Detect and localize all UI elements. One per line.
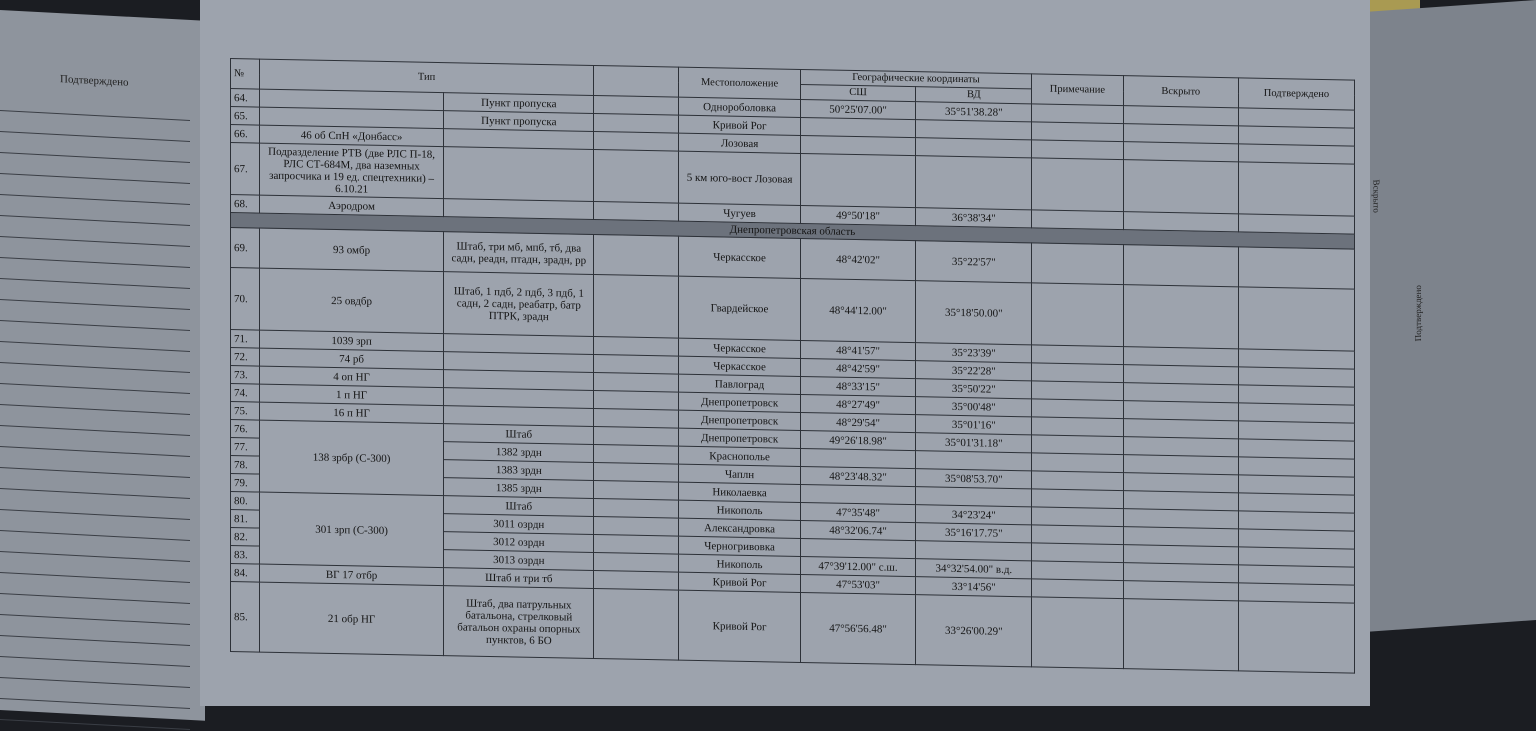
table-cell-loc: Лозовая <box>679 133 800 153</box>
table-cell-loc: Кривой Рог <box>679 590 800 662</box>
table-cell-lat: 48°44'12.00" <box>800 278 916 342</box>
col-num: № <box>231 59 260 90</box>
table-cell-loc: Никополь <box>679 500 800 520</box>
table-cell-lat: 48°23'48.32" <box>800 466 916 486</box>
table-cell-empty <box>594 113 679 133</box>
table-cell-n: 79. <box>231 474 260 493</box>
table-cell-opened <box>1123 563 1238 583</box>
table-cell-note <box>1032 453 1123 473</box>
table-cell-lat: 48°42'59" <box>800 358 916 378</box>
table-cell-confirmed <box>1238 162 1354 216</box>
table-cell-unit: 93 омбр <box>259 228 444 272</box>
col-empty <box>594 65 679 97</box>
table-cell-lat: 49°50'18" <box>800 205 916 225</box>
table-cell-opened <box>1123 124 1238 144</box>
table-cell-loc: Кривой Рог <box>679 115 800 135</box>
table-cell-empty <box>594 588 679 660</box>
table-cell-unit: 74 рб <box>259 348 444 370</box>
table-cell-confirmed <box>1238 126 1354 146</box>
table-cell-opened <box>1123 509 1238 529</box>
table-cell-note <box>1032 435 1123 455</box>
table-cell-n: 69. <box>231 228 260 269</box>
table-cell-lon: 34°23'24" <box>916 505 1032 525</box>
table-cell-type: Штаб, 1 пдб, 2 пдб, 3 пдб, 1 садн, 2 садн, реабатр, батр ПТРК, зрадн <box>444 272 594 337</box>
table-cell-lon <box>916 138 1032 158</box>
table-cell-empty <box>594 426 679 446</box>
table-cell-opened <box>1123 383 1238 403</box>
table-cell-type: 1382 зрдн <box>444 442 594 463</box>
table-cell-lat: 48°42'02" <box>800 238 916 280</box>
table-cell-opened <box>1123 106 1238 126</box>
table-cell-lat: 50°25'07.00" <box>800 99 916 119</box>
table-cell-lat: 47°53'03" <box>800 574 916 594</box>
table-cell-lat: 48°29'54" <box>800 412 916 432</box>
table-cell-type: Пункт пропуска <box>444 111 594 132</box>
table-cell-empty <box>594 234 679 276</box>
table-cell-lat: 48°41'57" <box>800 340 916 360</box>
table-cell-loc: Днепропетровск <box>679 428 800 448</box>
table-cell-lon: 35°01'31.18" <box>916 433 1032 453</box>
table-cell-lat: 47°35'48" <box>800 502 916 522</box>
left-page <box>0 10 205 721</box>
table-cell-lat <box>800 117 916 137</box>
table-cell-n: 68. <box>231 195 260 214</box>
table-cell-n: 65. <box>231 107 260 126</box>
table-cell-empty <box>594 354 679 374</box>
table-cell-confirmed <box>1238 144 1354 164</box>
table-cell-lon: 35°51'38.28" <box>916 102 1032 122</box>
region-label: Днепропетровская область <box>231 213 1355 250</box>
table-cell-type: Штаб и три тб <box>444 568 594 589</box>
table-cell-lon: 35°22'57" <box>916 241 1032 283</box>
table-cell-lon: 35°18'50.00" <box>916 281 1032 345</box>
table-cell-n: 72. <box>231 348 260 367</box>
table-cell-type: 3011 озрдн <box>444 514 594 535</box>
table-cell-lat: 48°33'15" <box>800 376 916 396</box>
table-cell-note <box>1032 507 1123 527</box>
table-cell-n: 73. <box>231 366 260 385</box>
table-cell-empty <box>594 274 679 338</box>
table-cell-opened <box>1123 160 1238 214</box>
table-cell-n: 85. <box>231 582 260 653</box>
table-cell-confirmed <box>1238 565 1354 585</box>
table-cell-unit: 1 п НГ <box>259 384 444 406</box>
table-cell-confirmed <box>1238 475 1354 495</box>
table-cell-opened <box>1123 437 1238 457</box>
left-page-lines <box>0 90 190 730</box>
table-cell-note <box>1032 561 1123 581</box>
table-cell-lat: 47°56'56.48" <box>800 592 916 664</box>
table-cell-loc: Черкасское <box>679 338 800 358</box>
table-cell-note <box>1032 525 1123 545</box>
table-cell-lon: 35°23'39" <box>916 343 1032 363</box>
table-cell-n: 76. <box>231 420 260 439</box>
col-lat: СШ <box>800 84 916 101</box>
table-cell-unit: Подразделение РТВ (две РЛС П-18, РЛС СТ-684М, два наземных запросчика и 19 ед. спецтехники) – 6.10.21 <box>259 143 444 199</box>
col-geo: Географические координаты <box>800 69 1032 88</box>
table-cell-lon <box>916 156 1032 210</box>
table-cell-loc: Черногривовка <box>679 536 800 556</box>
table-cell-n: 70. <box>231 268 260 331</box>
table-cell-lon: 35°16'17.75" <box>916 523 1032 543</box>
table-cell-lon: 35°50'22" <box>916 379 1032 399</box>
table-cell-loc: Александровка <box>679 518 800 538</box>
table-cell-loc: Чугуев <box>679 203 800 223</box>
table-cell-lat: 48°27'49" <box>800 394 916 414</box>
table-cell-lon <box>916 120 1032 140</box>
table-cell-note <box>1032 345 1123 365</box>
table-cell-lon <box>916 487 1032 507</box>
table-cell-n: 83. <box>231 546 260 565</box>
table-cell-lat: 47°39'12.00" с.ш. <box>800 556 916 576</box>
table-cell-opened <box>1123 142 1238 162</box>
table-cell-loc: Днепропетровск <box>679 392 800 412</box>
table-cell-confirmed <box>1238 214 1354 234</box>
right-page-label: Вскрыто <box>1371 179 1382 214</box>
table-cell-type: Пункт пропуска <box>444 93 594 114</box>
table-cell-empty <box>594 95 679 115</box>
table-cell-loc: Николаевка <box>679 482 800 502</box>
table-cell-empty <box>594 552 679 572</box>
table-cell-unit: 301 зрп (С-300) <box>259 492 444 568</box>
table-cell-empty <box>594 201 679 221</box>
table-cell-note <box>1032 122 1123 142</box>
table-cell-note <box>1032 381 1123 401</box>
table-cell-note <box>1032 283 1123 347</box>
col-opened: Вскрыто <box>1123 76 1238 108</box>
table-cell-opened <box>1123 581 1238 601</box>
col-type: Тип <box>259 59 593 95</box>
table-cell-opened <box>1123 285 1238 349</box>
table-cell-loc: Краснополье <box>679 446 800 466</box>
table-cell-note <box>1032 104 1123 124</box>
table-cell-unit: 1039 зрп <box>259 330 444 352</box>
table-cell-note <box>1032 210 1123 230</box>
table-cell-type: Штаб, два патрульных батальона, стрелковый батальон охраны опорных пунктов, 6 БО <box>444 586 594 659</box>
table-cell-lon: 34°32'54.00" в.д. <box>916 559 1032 579</box>
table-cell-note <box>1032 489 1123 509</box>
table-cell-confirmed <box>1238 493 1354 513</box>
table-cell-opened <box>1123 545 1238 565</box>
table-cell-unit: 4 оп НГ <box>259 366 444 388</box>
table-cell-type: 1383 зрдн <box>444 460 594 481</box>
table-cell-empty <box>594 444 679 464</box>
table-cell-opened <box>1123 347 1238 367</box>
table-cell-opened <box>1123 401 1238 421</box>
table-cell-loc: Черкасское <box>679 236 800 278</box>
table-cell-empty <box>594 516 679 536</box>
table-cell-lon: 35°22'28" <box>916 361 1032 381</box>
table-cell-confirmed <box>1238 529 1354 549</box>
table-cell-n: 66. <box>231 125 260 144</box>
table-cell-type <box>444 147 594 202</box>
table-cell-empty <box>594 408 679 428</box>
table-cell-n: 64. <box>231 89 260 108</box>
table-cell-confirmed <box>1238 108 1354 128</box>
table-cell-loc: Гвардейское <box>679 276 800 340</box>
table-cell-loc: Черкасское <box>679 356 800 376</box>
table-cell-confirmed <box>1238 547 1354 567</box>
table-cell-lat <box>800 135 916 155</box>
coordinates-table <box>230 58 1355 674</box>
col-lon: ВД <box>916 87 1032 104</box>
table-cell-opened <box>1123 599 1238 671</box>
table-cell-confirmed <box>1238 247 1354 289</box>
table-cell-loc: Днепропетровск <box>679 410 800 430</box>
table-cell-lon: 36°38'34" <box>916 208 1032 228</box>
table-cell-loc: 5 км юго-вост Лозовая <box>679 151 800 205</box>
table-cell-empty <box>594 336 679 356</box>
table-cell-lon: 35°00'48" <box>916 397 1032 417</box>
table-cell-type: Штаб, три мб, мпб, тб, два садн, реадн, птадн, зрадн, рр <box>444 232 594 275</box>
table-cell-note <box>1032 243 1123 285</box>
table-cell-lat <box>800 448 916 468</box>
table-cell-empty <box>594 372 679 392</box>
table-cell-unit: ВГ 17 отбр <box>259 564 444 586</box>
table-cell-n: 74. <box>231 384 260 403</box>
table-cell-empty <box>594 570 679 590</box>
table-cell-lat <box>800 538 916 558</box>
table-cell-note <box>1032 399 1123 419</box>
table-cell-n: 84. <box>231 564 260 583</box>
table-cell-lat <box>800 153 916 207</box>
table-cell-empty <box>594 534 679 554</box>
table-cell-unit: 25 овдбр <box>259 268 444 334</box>
table-cell-n: 81. <box>231 510 260 529</box>
col-note: Примечание <box>1032 74 1123 106</box>
table-cell-empty <box>594 390 679 410</box>
table-cell-confirmed <box>1238 583 1354 603</box>
table-cell-loc: Чаплн <box>679 464 800 484</box>
table-cell-n: 67. <box>231 143 260 196</box>
table-cell-confirmed <box>1238 403 1354 423</box>
table-cell-n: 80. <box>231 492 260 511</box>
table-cell-type: 1385 зрдн <box>444 478 594 499</box>
table-cell-lon: 35°01'16" <box>916 415 1032 435</box>
table-cell-note <box>1032 140 1123 160</box>
table-cell-note <box>1032 363 1123 383</box>
table-cell-confirmed <box>1238 511 1354 531</box>
table-cell-empty <box>594 498 679 518</box>
table-cell-opened <box>1123 491 1238 511</box>
table-cell-empty <box>594 480 679 500</box>
table-cell-note <box>1032 471 1123 491</box>
table-cell-unit: 46 об СпН «Донбасс» <box>259 125 444 147</box>
table-cell-opened <box>1123 419 1238 439</box>
table-cell-opened <box>1123 455 1238 475</box>
table-cell-note <box>1032 543 1123 563</box>
table-cell-note <box>1032 597 1123 669</box>
table-cell-opened <box>1123 473 1238 493</box>
table-cell-unit: 21 обр НГ <box>259 582 444 656</box>
table-cell-confirmed <box>1238 367 1354 387</box>
table-cell-type: Штаб <box>444 424 594 445</box>
table-cell-confirmed <box>1238 349 1354 369</box>
table-cell-loc: Однороболовка <box>679 97 800 117</box>
col-location: Местоположение <box>679 67 800 99</box>
table-cell-empty <box>594 131 679 151</box>
table-cell-n: 82. <box>231 528 260 547</box>
table-cell-type: Штаб <box>444 496 594 517</box>
table-cell-lat: 49°26'18.98" <box>800 430 916 450</box>
table-cell-opened <box>1123 365 1238 385</box>
table-cell-lon <box>916 451 1032 471</box>
table-cell-empty <box>594 462 679 482</box>
table-cell-n: 75. <box>231 402 260 421</box>
table-cell-lon <box>916 541 1032 561</box>
table-cell-loc: Павлоград <box>679 374 800 394</box>
table-cell-lon: 33°14'56" <box>916 577 1032 597</box>
table-cell-opened <box>1123 245 1238 287</box>
table-cell-note <box>1032 579 1123 599</box>
table-cell-unit: 138 зрбр (С-300) <box>259 420 444 496</box>
table-cell-empty <box>594 149 679 203</box>
table-cell-note <box>1032 158 1123 212</box>
table-cell-unit: Аэродром <box>259 195 444 217</box>
table-cell-n: 78. <box>231 456 260 475</box>
table-cell-lon: 33°26'00.29" <box>916 595 1032 667</box>
table-cell-lat: 48°32'06.74" <box>800 520 916 540</box>
table-cell-confirmed <box>1238 439 1354 459</box>
table-cell-confirmed <box>1238 457 1354 477</box>
left-page-header: Подтверждено <box>60 73 129 89</box>
table-cell-note <box>1032 417 1123 437</box>
table-cell-loc: Кривой Рог <box>679 572 800 592</box>
table-cell-loc: Никополь <box>679 554 800 574</box>
right-page-label: Подтверждено <box>1413 284 1424 342</box>
table-cell-type: 3013 озрдн <box>444 550 594 571</box>
table-cell-confirmed <box>1238 287 1354 351</box>
table-cell-lat <box>800 484 916 504</box>
table-cell-confirmed <box>1238 601 1354 673</box>
table-cell-opened <box>1123 527 1238 547</box>
table-cell-n: 71. <box>231 330 260 349</box>
table-cell-type: 3012 озрдн <box>444 532 594 553</box>
table-cell-unit: 16 п НГ <box>259 402 444 424</box>
col-confirmed: Подтверждено <box>1238 78 1354 110</box>
table-cell-n: 77. <box>231 438 260 457</box>
table-cell-opened <box>1123 212 1238 232</box>
table-cell-confirmed <box>1238 421 1354 441</box>
table-cell-lon: 35°08'53.70" <box>916 469 1032 489</box>
table-cell-confirmed <box>1238 385 1354 405</box>
